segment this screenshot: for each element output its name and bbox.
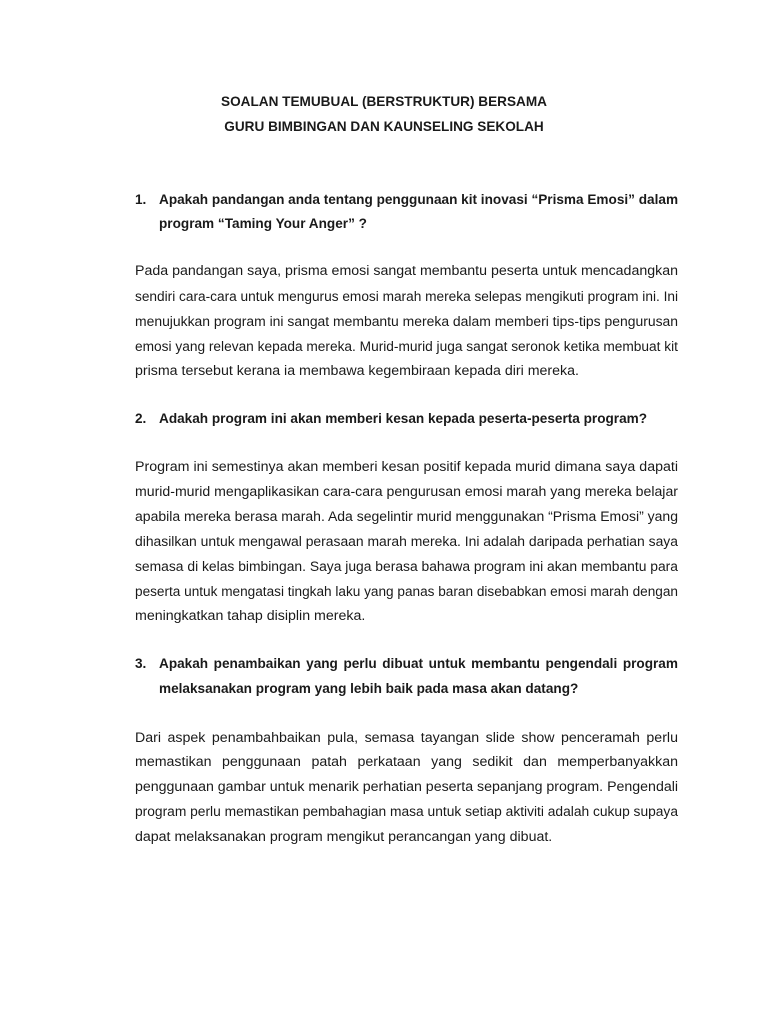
answer-text-line: apabila mereka berasa marah. Ada segelintir murid menggunakan “Prisma Emosi” yang: [135, 509, 679, 525]
answer-text-line: sendiri cara-cara untuk mengurus emosi marah mereka selepas mengikuti program ini. Ini: [135, 289, 679, 305]
document-subtitle-line: GURU BIMBINGAN DAN KAUNSELING SEKOLAH: [224, 119, 544, 134]
answer-text-line: Pada pandangan saya, prisma emosi sangat membantu peserta untuk mencadangkan: [135, 263, 678, 279]
answer-text-line: meningkatkan tahap disiplin mereka.: [135, 608, 366, 624]
question-text-line: Adakah program ini akan memberi kesan kepada peserta-peserta program?: [159, 411, 648, 426]
document-title-line: SOALAN TEMUBUAL (BERSTRUKTUR) BERSAMA: [221, 94, 547, 109]
answer-text-line: semasa di kelas bimbingan. Saya juga berasa bahawa program ini akan membantu para: [135, 559, 679, 575]
answer-text-line: prisma tersebut kerana ia membawa kegembiraan kepada diri mereka.: [135, 363, 579, 379]
answer-text-line: memastikan penggunaan patah perkataan yang sedikit dan memperbanyakkan: [135, 754, 679, 770]
answer-text-line: murid-murid mengaplikasikan cara-cara pengurusan emosi marah yang mereka belajar: [135, 484, 678, 500]
question-text-line: melaksanakan program yang lebih baik pada masa akan datang?: [159, 681, 579, 696]
answer-text-line: Dari aspek penambahbaikan pula, semasa tayangan slide show penceramah perlu: [135, 730, 678, 746]
answer-text-line: menujukkan program ini sangat membantu mereka dalam memberi tips-tips pengurusan: [135, 314, 679, 330]
answer-text-line: program perlu memastikan pembahagian masa untuk setiap aktiviti adalah cukup supaya: [135, 804, 678, 820]
question-text-line: Apakah penambaikan yang perlu dibuat untuk membantu pengendali program: [159, 656, 678, 671]
answer-text-line: dihasilkan untuk mengawal perasaan marah mereka. Ini adalah daripada perhatian saya: [135, 534, 678, 550]
answer-text-line: penggunaan gambar untuk menarik perhatian peserta sepanjang program. Pengendali: [135, 779, 679, 795]
answer-text-line: peserta untuk mengatasi tingkah laku yang panas baran disebabkan emosi marah dengan: [135, 584, 678, 600]
answer-text-line: dapat melaksanakan program mengikut perancangan yang dibuat.: [135, 829, 553, 845]
question-number: 2.: [135, 411, 147, 426]
question-text-line: program “Taming Your Anger” ?: [159, 216, 367, 231]
answer-text-line: emosi yang relevan kepada mereka. Murid-murid juga sangat seronok ketika membuat kit: [135, 339, 678, 355]
question-number: 1.: [135, 192, 147, 207]
question-number: 3.: [135, 656, 147, 671]
question-text-line: Apakah pandangan anda tentang penggunaan kit inovasi “Prisma Emosi” dalam: [159, 192, 679, 207]
answer-text-line: Program ini semestinya akan memberi kesan positif kepada murid dimana saya dapati: [135, 459, 678, 475]
